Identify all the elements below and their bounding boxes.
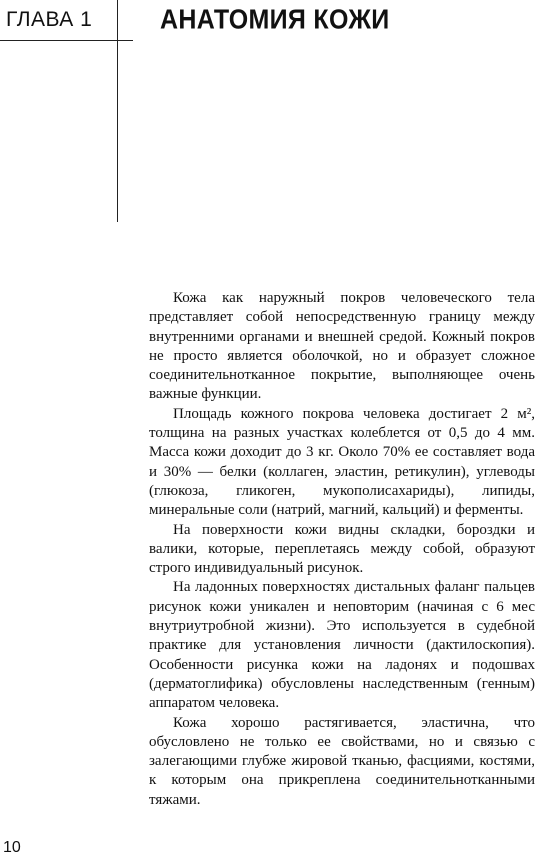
- page-number: 10: [3, 839, 21, 856]
- paragraph: На ладонных поверхностях дистальных фаланг пальцев рисунок кожи уникален и неповторим (начиная с 6 мес внутриутробной жизни). Это используется в судебной практике для установления личности (дактилоскопия). Особенности рисунка кожи на ладонях и подошвах (дерматоглифика) обусловлены наследственным (генным) аппаратом человека.: [149, 579, 535, 712]
- paragraph: Площадь кожного покрова человека достигает 2 м², толщина на разных участках колеблется от 0,5 до 4 мм. Масса кожи доходит до 3 кг. Около 70% ее составляет вода и 30% — белки (коллаген, эластин, ретикулин), углеводы (глюкоза, гликоген, мукополисахариды), липиды, минеральные соли (натрий, магний, кальций) и ферменты.: [149, 405, 535, 519]
- paragraph: Кожа как наружный покров человеческого тела представляет собой непосредственную границу между внутренними органами и внешней средой. Кожный покров не просто является оболочкой, но и образует сложное соединительнотканное покрытие, выполняющее очень важные функции.: [149, 290, 535, 403]
- header-divider-horizontal: [0, 40, 133, 41]
- header-divider-vertical: [117, 0, 118, 222]
- body-text: [149, 289, 535, 810]
- paragraph: Кожа хорошо растягивается, эластична, что обусловлено не только ее свойствами, но и связью с залегающими глубже жировой тканью, фасциями, костями, к которым она прикреплена соединительнотканными тяжами.: [149, 714, 535, 808]
- chapter-label: ГЛАВА 1: [6, 8, 93, 31]
- chapter-title: АНАТОМИЯ КОЖИ: [160, 4, 390, 36]
- paragraph: На поверхности кожи видны складки, бороздки и валики, которые, переплетаясь между собой, образуют строго индивидуальный рисунок.: [149, 521, 535, 577]
